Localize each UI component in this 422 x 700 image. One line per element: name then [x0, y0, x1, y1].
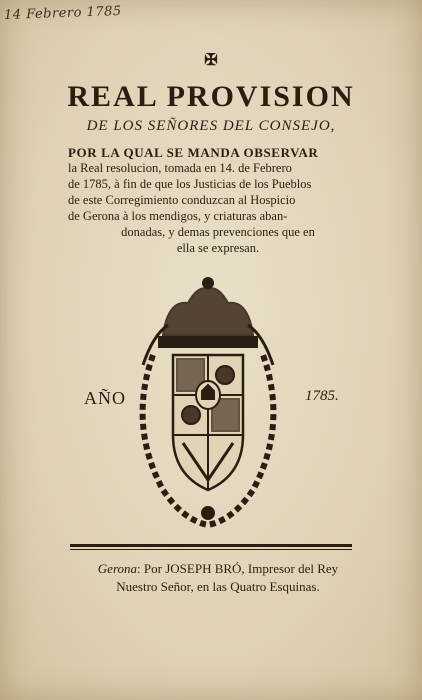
year-label: AÑO — [84, 388, 126, 408]
body-line: de este Corregimiento conduzcan al Hospicio — [68, 193, 296, 207]
imprint-place: Gerona — [97, 561, 138, 576]
body-line: de 1785, à fin de que los Justicias de los Pueblos — [68, 177, 312, 191]
handwritten-date-note: 14 Febrero 1785 — [3, 3, 122, 24]
royal-coat-of-arms-icon — [123, 275, 293, 535]
document-title: REAL PROVISION — [67, 80, 355, 113]
imprint — [68, 560, 368, 596]
body-line: ella se expresan. — [176, 241, 260, 255]
body-line: la Real resolucion, tomada en 14. de Febrero — [68, 161, 292, 175]
imprint-address: Nuestro Señor, en las Quatro Esquinas. — [116, 579, 320, 594]
imprint-printer: : Por JOSEPH BRÓ, Impresor del Rey — [137, 561, 339, 576]
lead-line: POR LA QUAL SE MANDA OBSERVAR — [68, 145, 319, 160]
body-text — [68, 160, 368, 256]
document-subtitle: DE LOS SEÑORES DEL CONSEJO, — [86, 118, 336, 134]
year-value: 1785. — [305, 388, 339, 404]
imprint-divider — [70, 544, 352, 552]
maltese-cross-icon: ✠ — [204, 52, 218, 69]
body-line: de Gerona à los mendigos, y criaturas aban- — [68, 209, 288, 223]
body-line: donadas, y demas prevenciones que en — [121, 225, 315, 239]
